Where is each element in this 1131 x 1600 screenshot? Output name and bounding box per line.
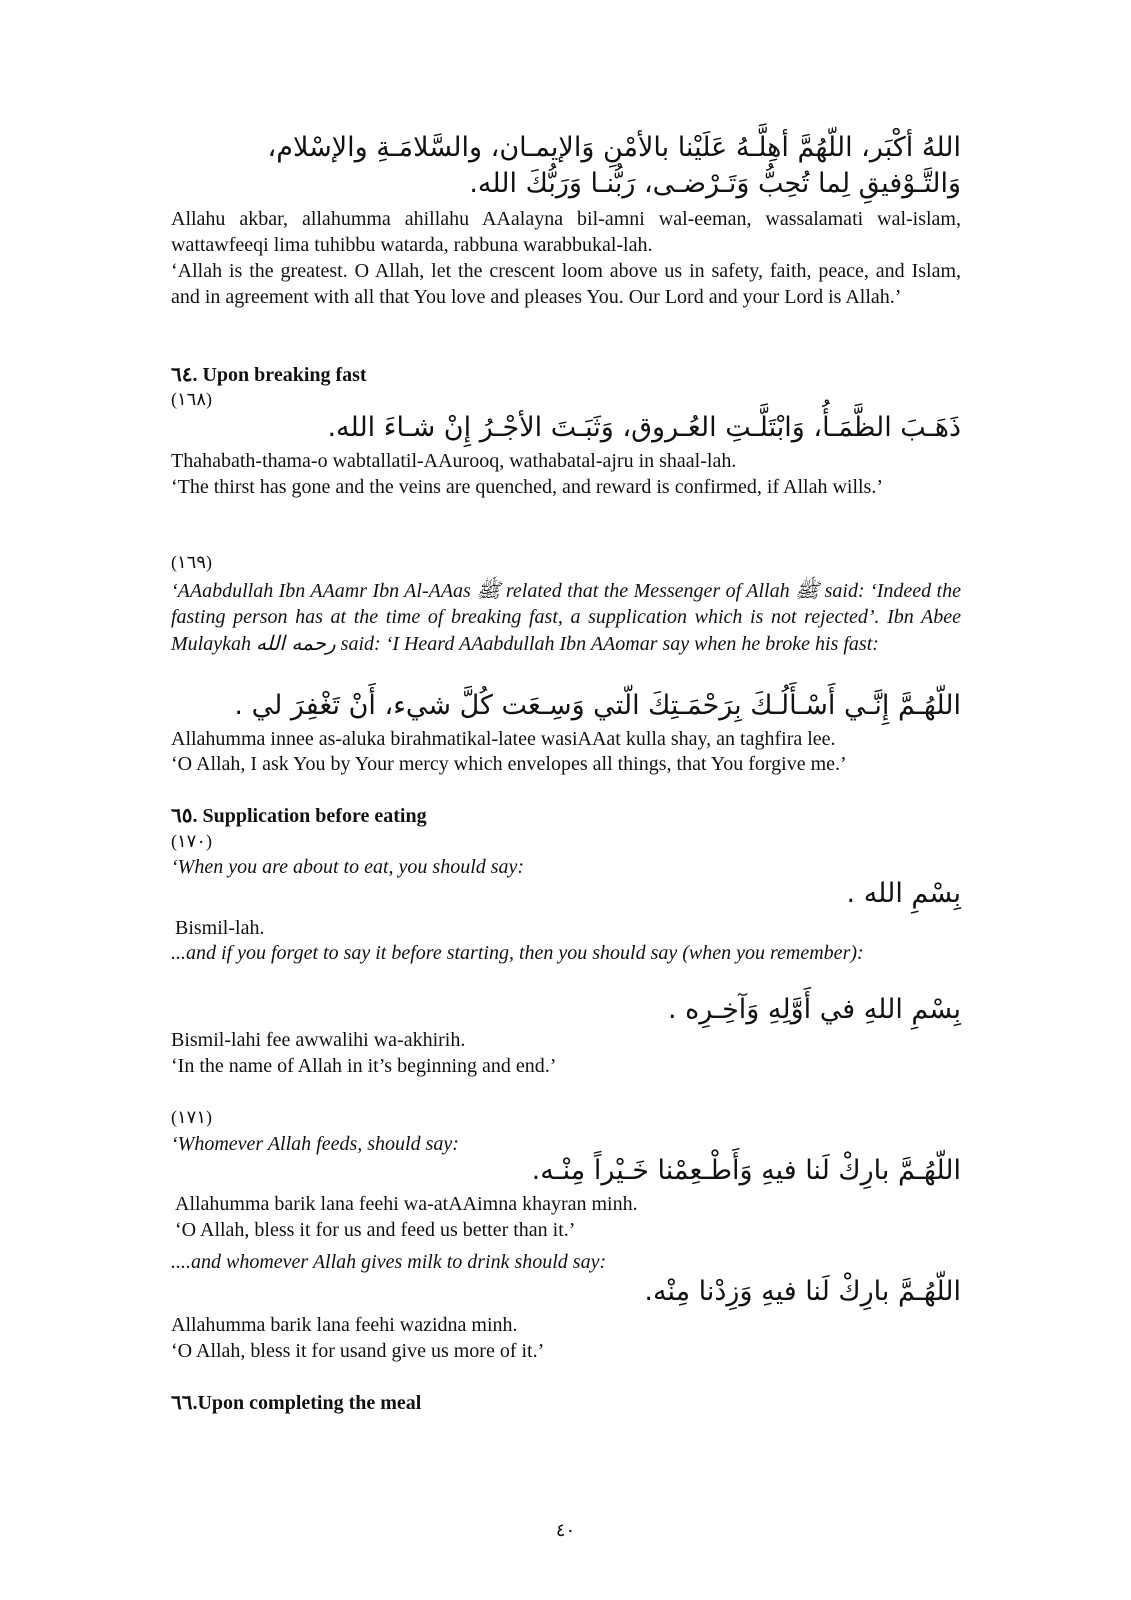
hadith-169-transliteration: Allahumma innee as-aluka birahmatikal-latee wasiAAat kulla shay, an taghfira lee. (171, 728, 836, 750)
hadith-171-continuation: ....and whomever Allah gives milk to drink should say: (171, 1251, 607, 1273)
hadith-171-translation-b: ‘O Allah, bless it for usand give us more of it.’ (171, 1340, 545, 1362)
hadith-171-transliteration-b: Allahumma barik lana feehi wazidna minh. (171, 1314, 518, 1336)
hadith-171-arabic-a: اللّهُـمَّ بارِكْ لَنا فيهِ وَأَطْـعِمْنا خَـيْراً مِنْـه. (531, 1155, 961, 1186)
intro-transliteration: Allahu akbar, allahumma ahillahu AAalayna bil-amni wal-eeman, wassalamati wal-islam, wattawfeeqi lima tuhibbu watarda, rabbuna warabbukal-lah. (171, 208, 961, 256)
hadith-170-translation-b: ‘In the name of Allah in it’s beginning and end.’ (171, 1055, 557, 1077)
intro-translation: ‘Allah is the greatest. O Allah, let the crescent loom above us in safety, faith, peace, and Islam, and in agreement with all that You love and pleases You. Our Lord and your Lord is Allah.’ (171, 260, 961, 308)
hadith-170-arabic-a: بِسْمِ الله . (846, 878, 961, 909)
section-65-heading: ٦٥. Supplication before eating (171, 805, 427, 827)
page-number: ٤٠ (555, 1520, 576, 1540)
hadith-169-narration (171, 578, 961, 657)
hadith-169-arabic: اللّهُـمَّ إِنَّـي أَسْـأَلُـكَ بِرَحْمَـتِكَ الّتي وَسِـعَت كُلَّ شيء، أَنْ تَغْفِرَ لي . (234, 690, 961, 721)
hadith-170-number: (١٧٠) (171, 831, 213, 851)
hadith-170-transliteration-a: Bismil-lah. (175, 917, 265, 939)
hadith-170-transliteration-b: Bismil-lahi fee awwalihi wa-akhirih. (171, 1029, 466, 1051)
hadith-171-number: (١٧١) (171, 1107, 213, 1127)
section-66-heading: ٦٦.Upon completing the meal (171, 1392, 422, 1414)
hadith-169-narration-text: ‘AAabdullah Ibn AAamr Ibn Al-AAas ﷺ related that the Messenger of Allah ﷺ said: ‘Indeed the fasting person has at the time of breaking fast, a supplication which is not rejected’. Ibn Abee Mulaykah (171, 580, 961, 655)
intro-arabic: اللهُ أكْبَر، اللّهُمَّ أهِلَّـهُ عَلَيْنا بالأمْنِ وَالإيمـان، والسَّلامَـةِ والإسْلام، وَالتَّـوْفيقِ لِما تُحِبُّ وَتَـرْضـى، رَبُّنـا وَرَبُّكَ الله. (267, 132, 961, 199)
hadith-170-continuation: ...and if you forget to say it before starting, then you should say (when you remember): (171, 942, 864, 964)
hadith-169-number: (١٦٩) (171, 552, 213, 572)
hadith-169-narration-arabic: رحمه الله (255, 631, 336, 655)
hadith-171-intro: ‘Whomever Allah feeds, should say: (171, 1133, 459, 1155)
hadith-171-translation-a: ‘O Allah, bless it for us and feed us better than it.’ (175, 1219, 576, 1241)
hadith-168-translation: ‘The thirst has gone and the veins are quenched, and reward is confirmed, if Allah wills.’ (171, 476, 884, 498)
hadith-171-arabic-b: اللّهُـمَّ بارِكْ لَنا فيهِ وَزِدْنا مِنْه. (644, 1276, 961, 1307)
hadith-168-number: (١٦٨) (171, 389, 213, 409)
hadith-170-arabic-b: بِسْمِ اللهِ في أَوَّلِهِ وَآخِـرِه . (667, 994, 961, 1025)
hadith-170-intro: ‘When you are about to eat, you should say: (171, 856, 525, 878)
hadith-171-transliteration-a: Allahumma barik lana feehi wa-atAAimna khayran minh. (175, 1193, 638, 1215)
hadith-169-translation: ‘O Allah, I ask You by Your mercy which envelopes all things, that You forgive me.’ (171, 753, 847, 775)
page-content (171, 0, 961, 1600)
hadith-169-narration-cont: said: ‘I Heard AAabdullah Ibn AAomar say when he broke his fast: (340, 633, 879, 655)
section-64-heading: ٦٤. Upon breaking fast (171, 364, 367, 386)
hadith-168-arabic: ذَهَـبَ الظَّمَـأُ، وَابْتَلَّـتِ العُـروق، وَثَبَـتَ الأجْـرُ إِنْ شـاءَ الله. (327, 412, 961, 443)
hadith-168-transliteration: Thahabath-thama-o wabtallatil-AAurooq, wathabatal-ajru in shaal-lah. (171, 450, 737, 472)
